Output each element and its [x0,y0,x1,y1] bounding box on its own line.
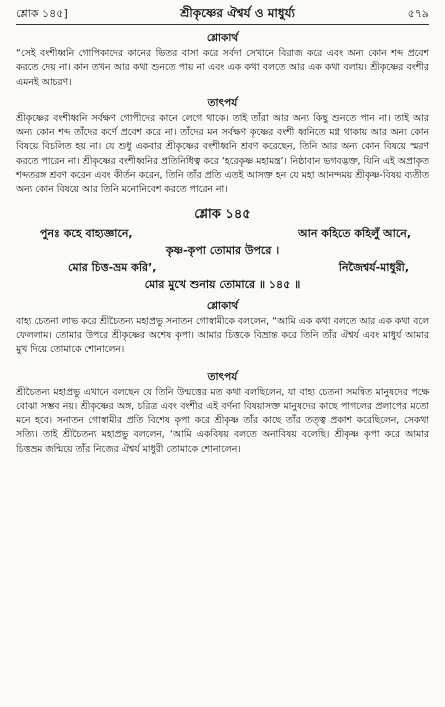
purport-section-1 [16,96,429,198]
verse-line-2: কৃষ্ণ-কৃপা তোমার উপরে । [165,243,280,257]
verse-line-1-left: পুনঃ কহে বাহ্যজ্ঞানে, [40,226,133,240]
verse-block [16,225,429,293]
translation-heading: শ্লোকার্থ [206,299,239,312]
verse-line-3-right: নিজৈশ্বর্য-মাধুরী, [338,260,409,274]
verse-reference: শ্লোক ১৪৫] [16,7,68,20]
spacer [16,358,429,364]
page-number: ৫৭৯ [407,7,429,20]
purport-heading: তাৎপর্য [207,96,238,109]
verse-line-1 [16,225,429,242]
translation-text: “সেই বংশীধ্বনি গোপিকাদের কানের ভিতর বাসা করে সর্বদা সেখানে বিরাজ করে এবং অন্য কোন শব্দ প্রবেশ করতে দেয় না। কান তখন আর কথা শুনতে পায় না এবং এক কথা বলতে আর এক কথা বলায়। শ্রীকৃষ্ণের বংশীর এমনই আচরণ। [16,48,429,88]
chapter-title: শ্রীকৃষ্ণের ঐশ্বর্য ও মাধুর্য্য [180,6,296,20]
purport-text: শ্রীচৈতন্য মহাপ্রভু এখানে বলছেন যে তিনি উন্মত্তের মত কথা বলছিলেন, যা বাহ্য চেতনা সমন্বিত মানুষদের পক্ষে বোঝা সম্ভব নয়। শ্রীকৃষ্ণের অঙ্গ, চরিত্র এবং বংশীর এই বর্ণনা বিষয়াসক্ত মানুষদের কাছে পাগলের প্রলাপের মতো মনে হবে। সনাতন গোস্বামীর প্রতি বিশেষ কৃপা করে শ্রীকৃষ্ণ তাঁর কাছে তাঁর তত্ত্ব প্রকাশ করেছিলেন, সেকথা সত্যি। তাই শ্রীচৈতন্য মহাপ্রভু বললেন, ‘আমি একবিষয় বলতে অনাবিষয় বলেছি। শ্রীকৃষ্ণ কৃপা করে আমার চিত্তভ্রম জন্মিয়ে তাঁর নিজের ঐশ্বর্য মাধুরী তোমাকে শোনালেন। [16,386,429,455]
verse-number: শ্লোক ১৪৫ [194,206,251,222]
verse-line-1-right: আন কহিতে কহিলুঁ আনে, [298,226,411,240]
translation-text: বাহ্য চেতনা লাভ করে শ্রীচৈতন্য মহাপ্রভু সনাতন গোস্বামীকে বললেন, “আমি এক কথা বলতে আর এক কথা বলে ফেললাম। তোমার উপরে শ্রীকৃষ্ণের অশেষ কৃপা। আমার চিত্তকে বিভ্রান্ত করে তিনি তাঁর ঐশ্বর্য এবং মাধুর্য আমার মুখ দিয়ে তোমাকে শোনালেন। [16,315,429,356]
verse-line-3 [16,259,429,276]
purport-heading: তাৎপর্য [207,370,238,383]
translation-heading: শ্লোকার্থ [206,32,239,44]
purport-text: শ্রীকৃষ্ণের বংশীধ্বনি সর্বক্ষণ গোপীদের কানে লেগে থাকে। তাই তাঁরা আর অন্য কিছু শুনতে পান না। তাই আর অন্য কোন শব্দ তাঁদের কর্ণে প্রবেশ করে না। তাঁদের মন সর্বক্ষণ কৃষ্ণের বংশী ধ্বনিতে মগ্ন থাকায় আর অন্য কোন বিষয়ে বিচলিত হয় না। যে শুধু একবার শ্রীকৃষ্ণের বংশীধ্বনি শ্রবণ করেছেন, তিনি আর অন্য কোন বিষয়ে স্মরণ করতে পারেন না। শ্রীকৃষ্ণের বংশীধ্বনির প্রতিনিধিত্ব করে ‘হরেকৃষ্ণ মহামন্ত্র’। নিষ্ঠাবান ভগবদ্ভক্ত, যিনি এই অপ্রাকৃত শব্দতরঙ্গ শ্রবণ করেন এবং কীর্তন করেন, তিনি তাঁর প্রতি এতই আসক্ত হন যে মহা আনন্দময় শ্রীকৃষ্ণ-বিষয় ব্যতীত অন্য কোন বিষয়ে আর তিনি মনোনিবেশ করতে পারেন না। [16,112,429,196]
verse-line-3-left: মোর চিত্ত-ভ্রম করি’, [68,260,157,274]
running-head [16,6,429,25]
purport-section-2 [16,370,429,457]
verse-line-4: মোর মুখে শুনায় তোমারে ॥ ১৪৫ ॥ [144,277,301,291]
translation-section-2 [16,299,429,358]
translation-section-1 [16,31,429,90]
